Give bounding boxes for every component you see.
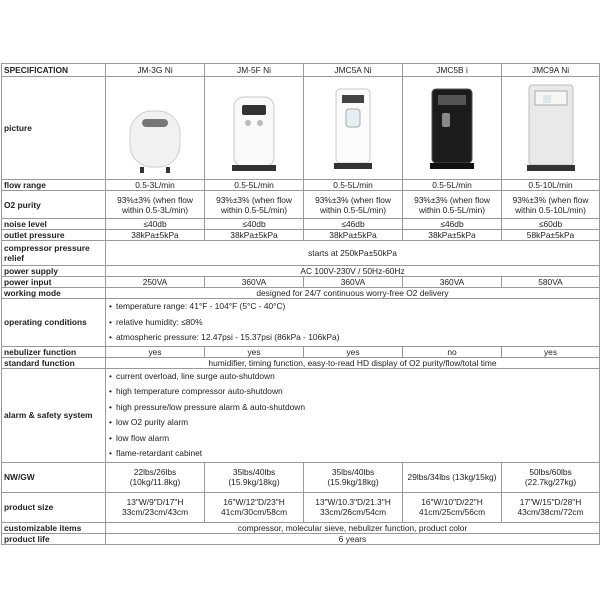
- row-label: noise level: [2, 219, 106, 230]
- row-label: product size: [2, 492, 106, 522]
- list-item: • flame-retardant cabinet: [108, 446, 597, 462]
- row-label: outlet pressure: [2, 230, 106, 241]
- cell: AC 100V-230V / 50Hz-60Hz: [106, 266, 600, 277]
- cell: 38kPa±5kPa: [304, 230, 403, 241]
- customizable-row: [2, 522, 600, 533]
- cell: 93%±3% (when flow within 0.5-5L/min): [205, 191, 304, 219]
- list-item: • atmospheric pressure: 12.47psi - 15.37psi (86kPa - 106kPa): [108, 330, 597, 346]
- list-item: • temperature range: 41°F - 104°F (5°C - 40°C): [108, 299, 597, 315]
- cell: yes: [502, 346, 600, 357]
- cell: 360VA: [403, 277, 502, 288]
- cell: 580VA: [502, 277, 600, 288]
- cell: 38kPa±5kPa: [403, 230, 502, 241]
- cell: 93%±3% (when flow within 0.5-3L/min): [106, 191, 205, 219]
- cell: 6 years: [106, 533, 600, 544]
- cell: 93%±3% (when flow within 0.5-10L/min): [502, 191, 600, 219]
- spec-header: SPECIFICATION: [2, 64, 106, 77]
- cell: ≤46db: [304, 219, 403, 230]
- picture-row: [2, 77, 600, 180]
- cell: [106, 299, 600, 347]
- cell: 0.5-5L/min: [304, 180, 403, 191]
- cell: [106, 368, 600, 462]
- model-name: JMC5B i: [403, 64, 502, 77]
- cell: 16"W/10"D/22"H 41cm/25cm/56cm: [403, 492, 502, 522]
- row-label: power input: [2, 277, 106, 288]
- cell: yes: [205, 346, 304, 357]
- cell: ≤40db: [205, 219, 304, 230]
- product-life-row: [2, 533, 600, 544]
- alarm-safety-list: [108, 369, 597, 462]
- model-name: JMC5A Ni: [304, 64, 403, 77]
- cell: 17"W/15"D/28"H 43cm/38cm/72cm: [502, 492, 600, 522]
- cell: yes: [106, 346, 205, 357]
- cell: 13"W/9"D/17"H 33cm/23cm/43cm: [106, 492, 205, 522]
- nw-gw-row: [2, 462, 600, 492]
- row-label: operating conditions: [2, 299, 106, 347]
- row-label: working mode: [2, 288, 106, 299]
- cell: humidifier, timing function, easy-to-read HD display of O2 purity/flow/total time: [106, 357, 600, 368]
- row-label: customizable items: [2, 522, 106, 533]
- cell: ≤60db: [502, 219, 600, 230]
- product-image-jmc5a: [304, 77, 403, 180]
- cell: ≤40db: [106, 219, 205, 230]
- list-item: • low flow alarm: [108, 431, 597, 447]
- product-image-jmc9a: [502, 77, 600, 180]
- noise-level-row: [2, 219, 600, 230]
- product-image-jmc5b: [403, 77, 502, 180]
- cell: 0.5-10L/min: [502, 180, 600, 191]
- cell: starts at 250kPa±50kPa: [106, 241, 600, 266]
- cell: ≤46db: [403, 219, 502, 230]
- cell: yes: [304, 346, 403, 357]
- o2-purity-row: [2, 191, 600, 219]
- cell: 16"W/12"D/23"H 41cm/30cm/58cm: [205, 492, 304, 522]
- cell: 360VA: [205, 277, 304, 288]
- list-item: • high pressure/low pressure alarm & auto-shutdown: [108, 400, 597, 416]
- working-mode-row: [2, 288, 600, 299]
- list-item: • low O2 purity alarm: [108, 415, 597, 431]
- cell: 22lbs/26lbs (10kg/11.8kg): [106, 462, 205, 492]
- model-name: JM-5F Ni: [205, 64, 304, 77]
- row-label: product life: [2, 533, 106, 544]
- operating-conditions-row: [2, 299, 600, 347]
- cell: designed for 24/7 continuous worry-free O2 delivery: [106, 288, 600, 299]
- spec-table: [1, 63, 600, 545]
- cell: 0.5-5L/min: [403, 180, 502, 191]
- cell: 360VA: [304, 277, 403, 288]
- list-item: • relative humidity: ≤80%: [108, 315, 597, 331]
- cell: 0.5-5L/min: [205, 180, 304, 191]
- cell: 250VA: [106, 277, 205, 288]
- cell: 50lbs/60lbs (22.7kg/27kg): [502, 462, 600, 492]
- power-supply-row: [2, 266, 600, 277]
- header-row: [2, 64, 600, 77]
- row-label: nebulizer function: [2, 346, 106, 357]
- model-name: JMC9A Ni: [502, 64, 600, 77]
- row-label: flow range: [2, 180, 106, 191]
- product-size-row: [2, 492, 600, 522]
- operating-conditions-list: [108, 299, 597, 346]
- alarm-safety-row: [2, 368, 600, 462]
- list-item: • current overload, line surge auto-shutdown: [108, 369, 597, 385]
- cell: 38kPa±5kPa: [205, 230, 304, 241]
- row-label: O2 purity: [2, 191, 106, 219]
- cell: 38kPa±5kPa: [106, 230, 205, 241]
- row-label: compressor pressure relief: [2, 241, 106, 266]
- cell: compressor, molecular sieve, nebulizer function, product color: [106, 522, 600, 533]
- cell: 29lbs/34lbs (13kg/15kg): [403, 462, 502, 492]
- nebulizer-row: [2, 346, 600, 357]
- cell: 0.5-3L/min: [106, 180, 205, 191]
- row-label: power supply: [2, 266, 106, 277]
- compressor-relief-row: [2, 241, 600, 266]
- row-label: alarm & safety system: [2, 368, 106, 462]
- row-label: standard function: [2, 357, 106, 368]
- cell: no: [403, 346, 502, 357]
- list-item: • high temperature compressor auto-shutdown: [108, 384, 597, 400]
- product-image-jm3g: [106, 77, 205, 180]
- cell: 93%±3% (when flow within 0.5-5L/min): [403, 191, 502, 219]
- row-label: picture: [2, 77, 106, 180]
- power-input-row: [2, 277, 600, 288]
- cell: 93%±3% (when flow within 0.5-5L/min): [304, 191, 403, 219]
- cell: 58kPa±5kPa: [502, 230, 600, 241]
- standard-function-row: [2, 357, 600, 368]
- model-name: JM-3G Ni: [106, 64, 205, 77]
- row-label: NW/GW: [2, 462, 106, 492]
- outlet-pressure-row: [2, 230, 600, 241]
- flow-range-row: [2, 180, 600, 191]
- cell: 35lbs/40lbs (15.9kg/18kg): [205, 462, 304, 492]
- cell: 13"W/10.3"D/21.3"H 33cm/26cm/54cm: [304, 492, 403, 522]
- product-image-jm5f: [205, 77, 304, 180]
- cell: 35lbs/40lbs (15.9kg/18kg): [304, 462, 403, 492]
